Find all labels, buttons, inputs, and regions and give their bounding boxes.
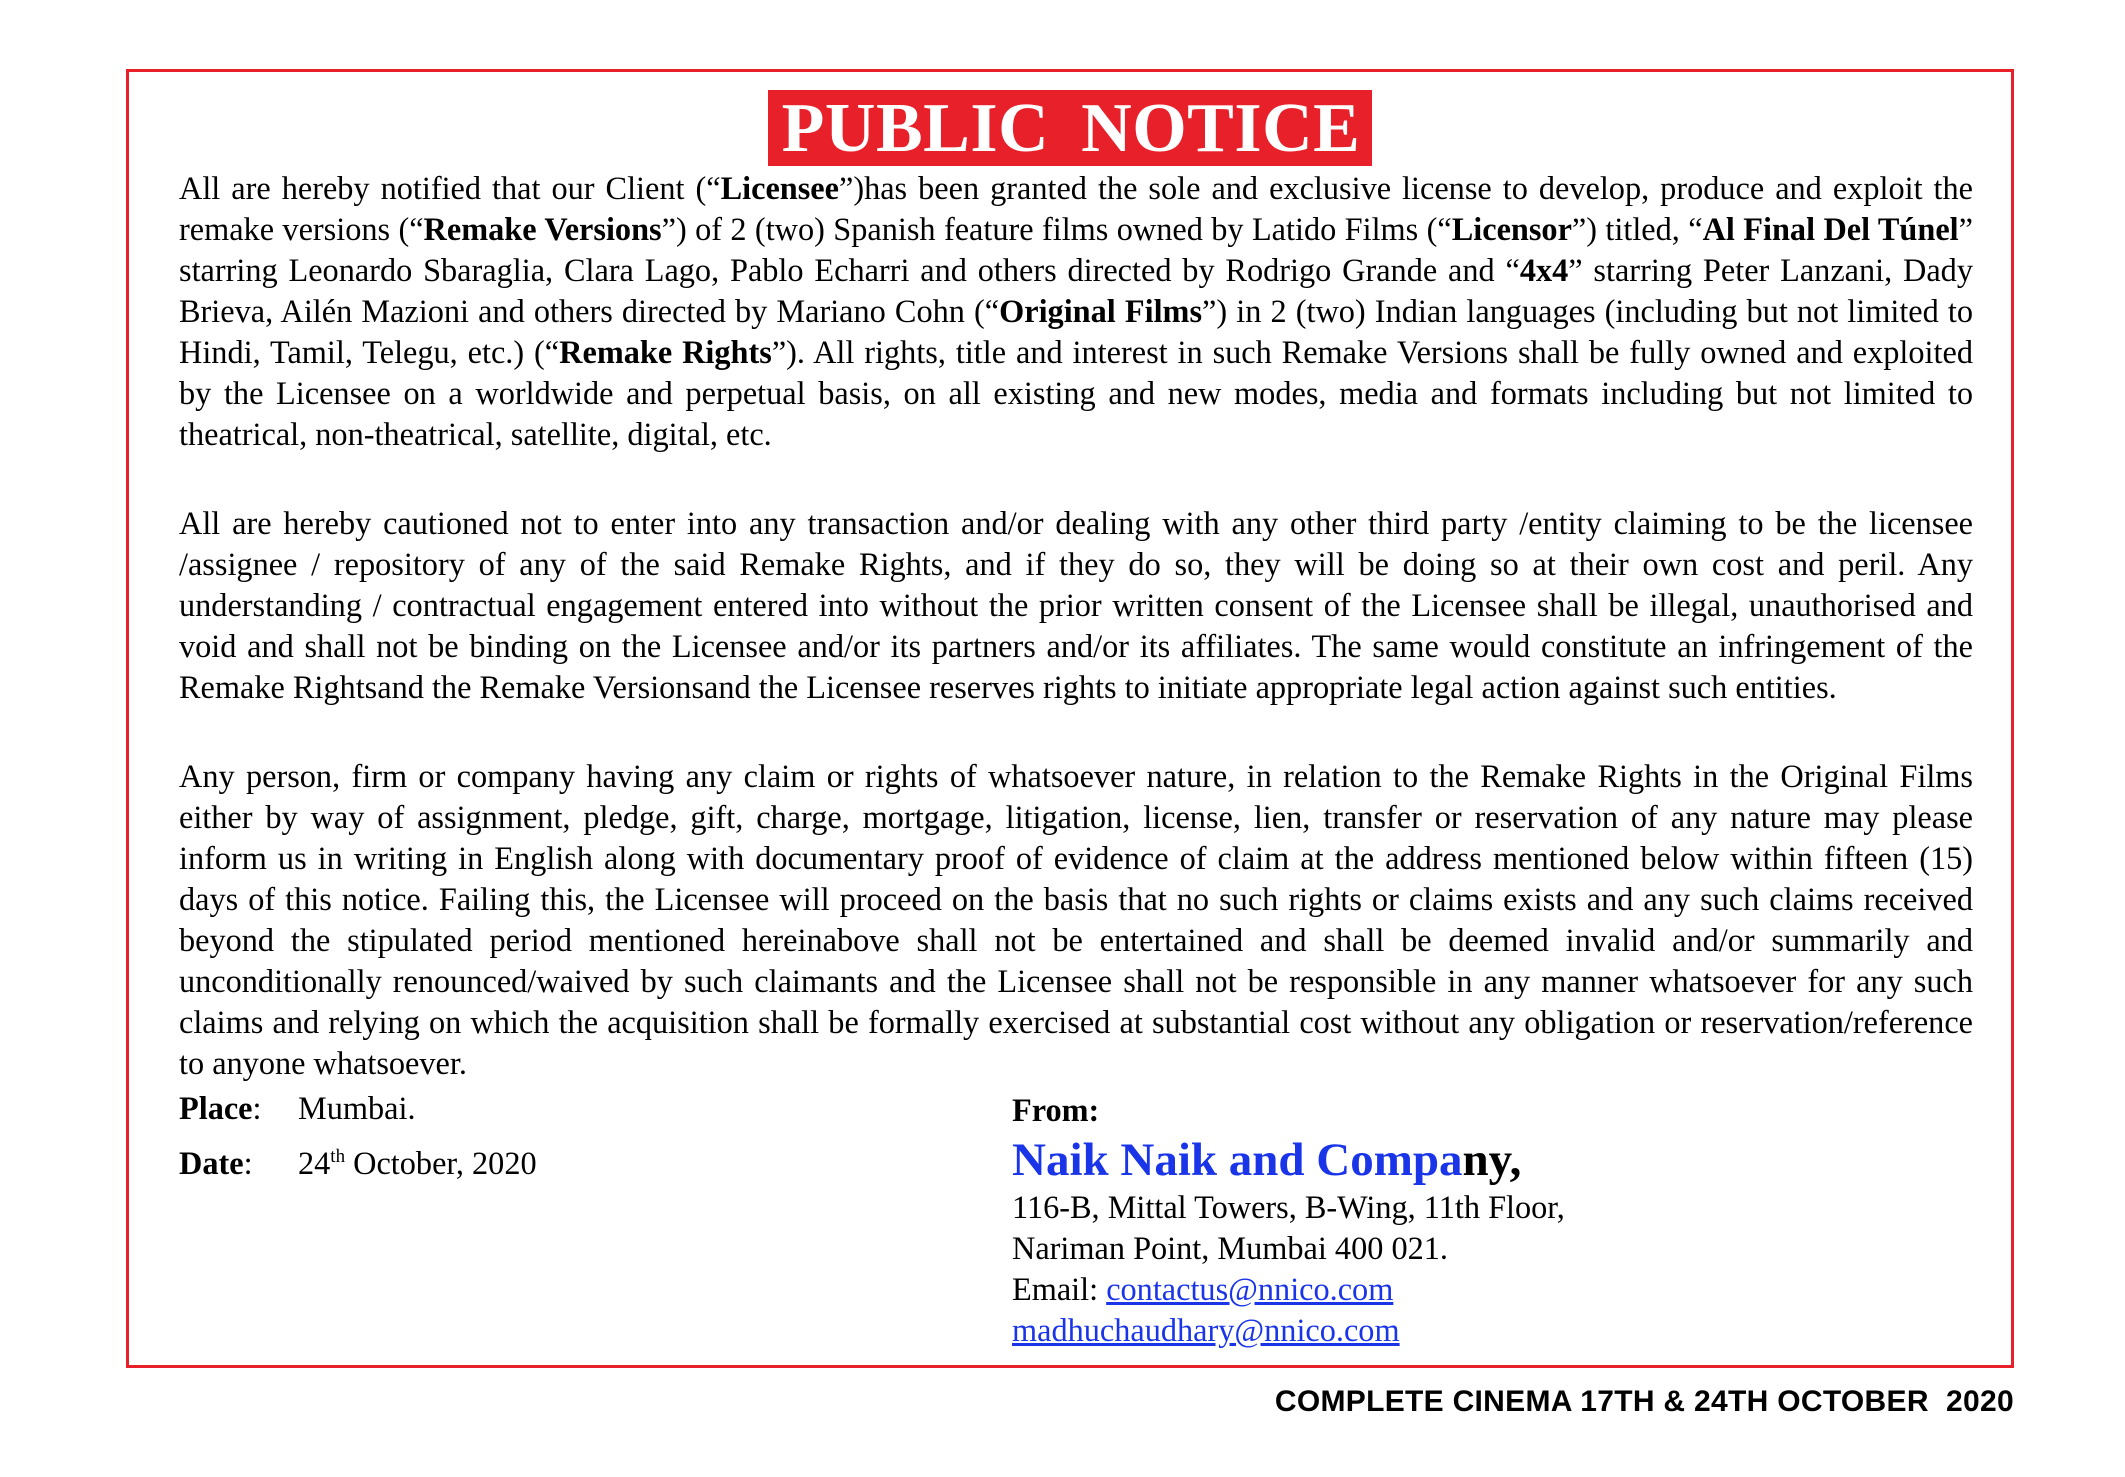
public-notice-box <box>126 69 2014 1368</box>
title-wrapper <box>129 90 2011 166</box>
term-original-films: Original Films <box>999 293 1203 329</box>
p1-text-3: ”) of 2 (two) Spanish feature films owned by Latido Films (“ <box>661 211 1452 247</box>
p1-text-7: ”) in 2 (two) Indian languages (including but not limited to Hindi, Tamil, Telegu, etc.) (“ <box>179 293 1974 370</box>
email-link-contactus[interactable]: contactus@nnico.com <box>1106 1271 1394 1307</box>
paragraph-caution <box>179 503 1973 708</box>
film-title-2: 4x4 <box>1519 252 1569 288</box>
email-line <box>1012 1269 1565 1310</box>
p1-text-2: ”)has been granted the sole and exclusive license to develop, produce and exploit the remake versions (“ <box>179 170 1974 247</box>
date-row: Date: 24th October, 2020 <box>179 1143 537 1184</box>
place-label: Place <box>179 1090 253 1126</box>
place-row: Place: Mumbai. <box>179 1088 537 1129</box>
claims-text: Any person, firm or company having any claim or rights of whatsoever nature, in relation to the Remake Rights in the Original Films either by way of assignment, pledge, gift, charge, mortgage, litigation, license, lien, transfer or reservation of any nature may please inform us in writing in English along with documentary proof of evidence of claim at the address mentioned below within fifteen (15) days of this notice. Failing this, the Licensee will proceed on the basis that no such rights or claims exists and any such claims received beyond the stipulated period mentioned hereinabove shall not be entertained and shall be deemed invalid and/or summarily and unconditionally renounced/waived by such claimants and the Licensee shall not be responsible in any manner whatsoever for any such claims and relying on which the acquisition shall be formally exercised at substantial cost without any obligation or reservation/reference to anyone whatsoever. <box>179 758 1973 1081</box>
email-label: Email: <box>1012 1271 1107 1307</box>
company-name: Naik Naik and Company, <box>1012 1134 1522 1186</box>
sender-block <box>1012 1090 1565 1351</box>
date-value: 24th October, 2020 <box>298 1145 537 1181</box>
term-remake-versions: Remake Versions <box>423 211 662 247</box>
date-label: Date <box>179 1145 244 1181</box>
address-line-2: Nariman Point, Mumbai 400 021. <box>1012 1230 1448 1266</box>
from-label: From: <box>1012 1092 1100 1128</box>
p1-text-1: All are hereby notified that our Client (“ <box>179 170 721 206</box>
paragraph-license-grant <box>179 168 1973 455</box>
publication-caption: COMPLETE CINEMA 17TH & 24TH OCTOBER 2020 <box>1274 1385 2014 1418</box>
email-link-madhuchaudhary[interactable]: madhuchaudhary@nnico.com <box>1012 1312 1400 1348</box>
p1-text-8: ”). All rights, title and interest in such Remake Versions shall be fully owned and exploited by the Licensee on a worldwide and perpetual basis, on all existing and new modes, media and formats including but not limited to theatrical, non-theatrical, satellite, digital, etc. <box>179 334 1973 452</box>
notice-title: PUBLIC NOTICE <box>768 90 1373 166</box>
term-remake-rights: Remake Rights <box>559 334 772 370</box>
p1-text-5: ” starring Leonardo Sbaraglia, Clara Lago, Pablo Echarri and others directed by Rodrigo Grande and “ <box>179 211 1973 288</box>
term-licensee: Licensee <box>720 170 839 206</box>
address-line-1: 116-B, Mittal Towers, B-Wing, 11th Floor, <box>1012 1189 1565 1225</box>
p1-text-6: ” starring Peter Lanzani, Dady Brieva, Ailén Mazioni and others directed by Mariano Cohn (“ <box>179 252 1973 329</box>
film-title-1: Al Final Del Túnel <box>1702 211 1959 247</box>
p1-text-4: ”) titled, “ <box>1571 211 1703 247</box>
place-value: Mumbai. <box>298 1090 416 1126</box>
email-line-2 <box>1012 1310 1565 1351</box>
caution-text: All are hereby cautioned not to enter into any transaction and/or dealing with any other third party /entity claiming to be the licensee /assignee / repository of any of the said Remake Rights, and if they do so, they will be doing so at their own cost and peril. Any understanding / contractual engagement entered into without the prior written consent of the Licensee shall be illegal, unauthorised and void and shall not be binding on the Licensee and/or its partners and/or its affiliates. The same would constitute an infringement of the Remake Rightsand the Remake Versionsand the Licensee reserves rights to initiate appropriate legal action against such entities. <box>179 505 1973 705</box>
paragraph-claims <box>179 756 1973 1084</box>
term-licensor: Licensor <box>1451 211 1572 247</box>
place-date-block <box>179 1088 537 1184</box>
